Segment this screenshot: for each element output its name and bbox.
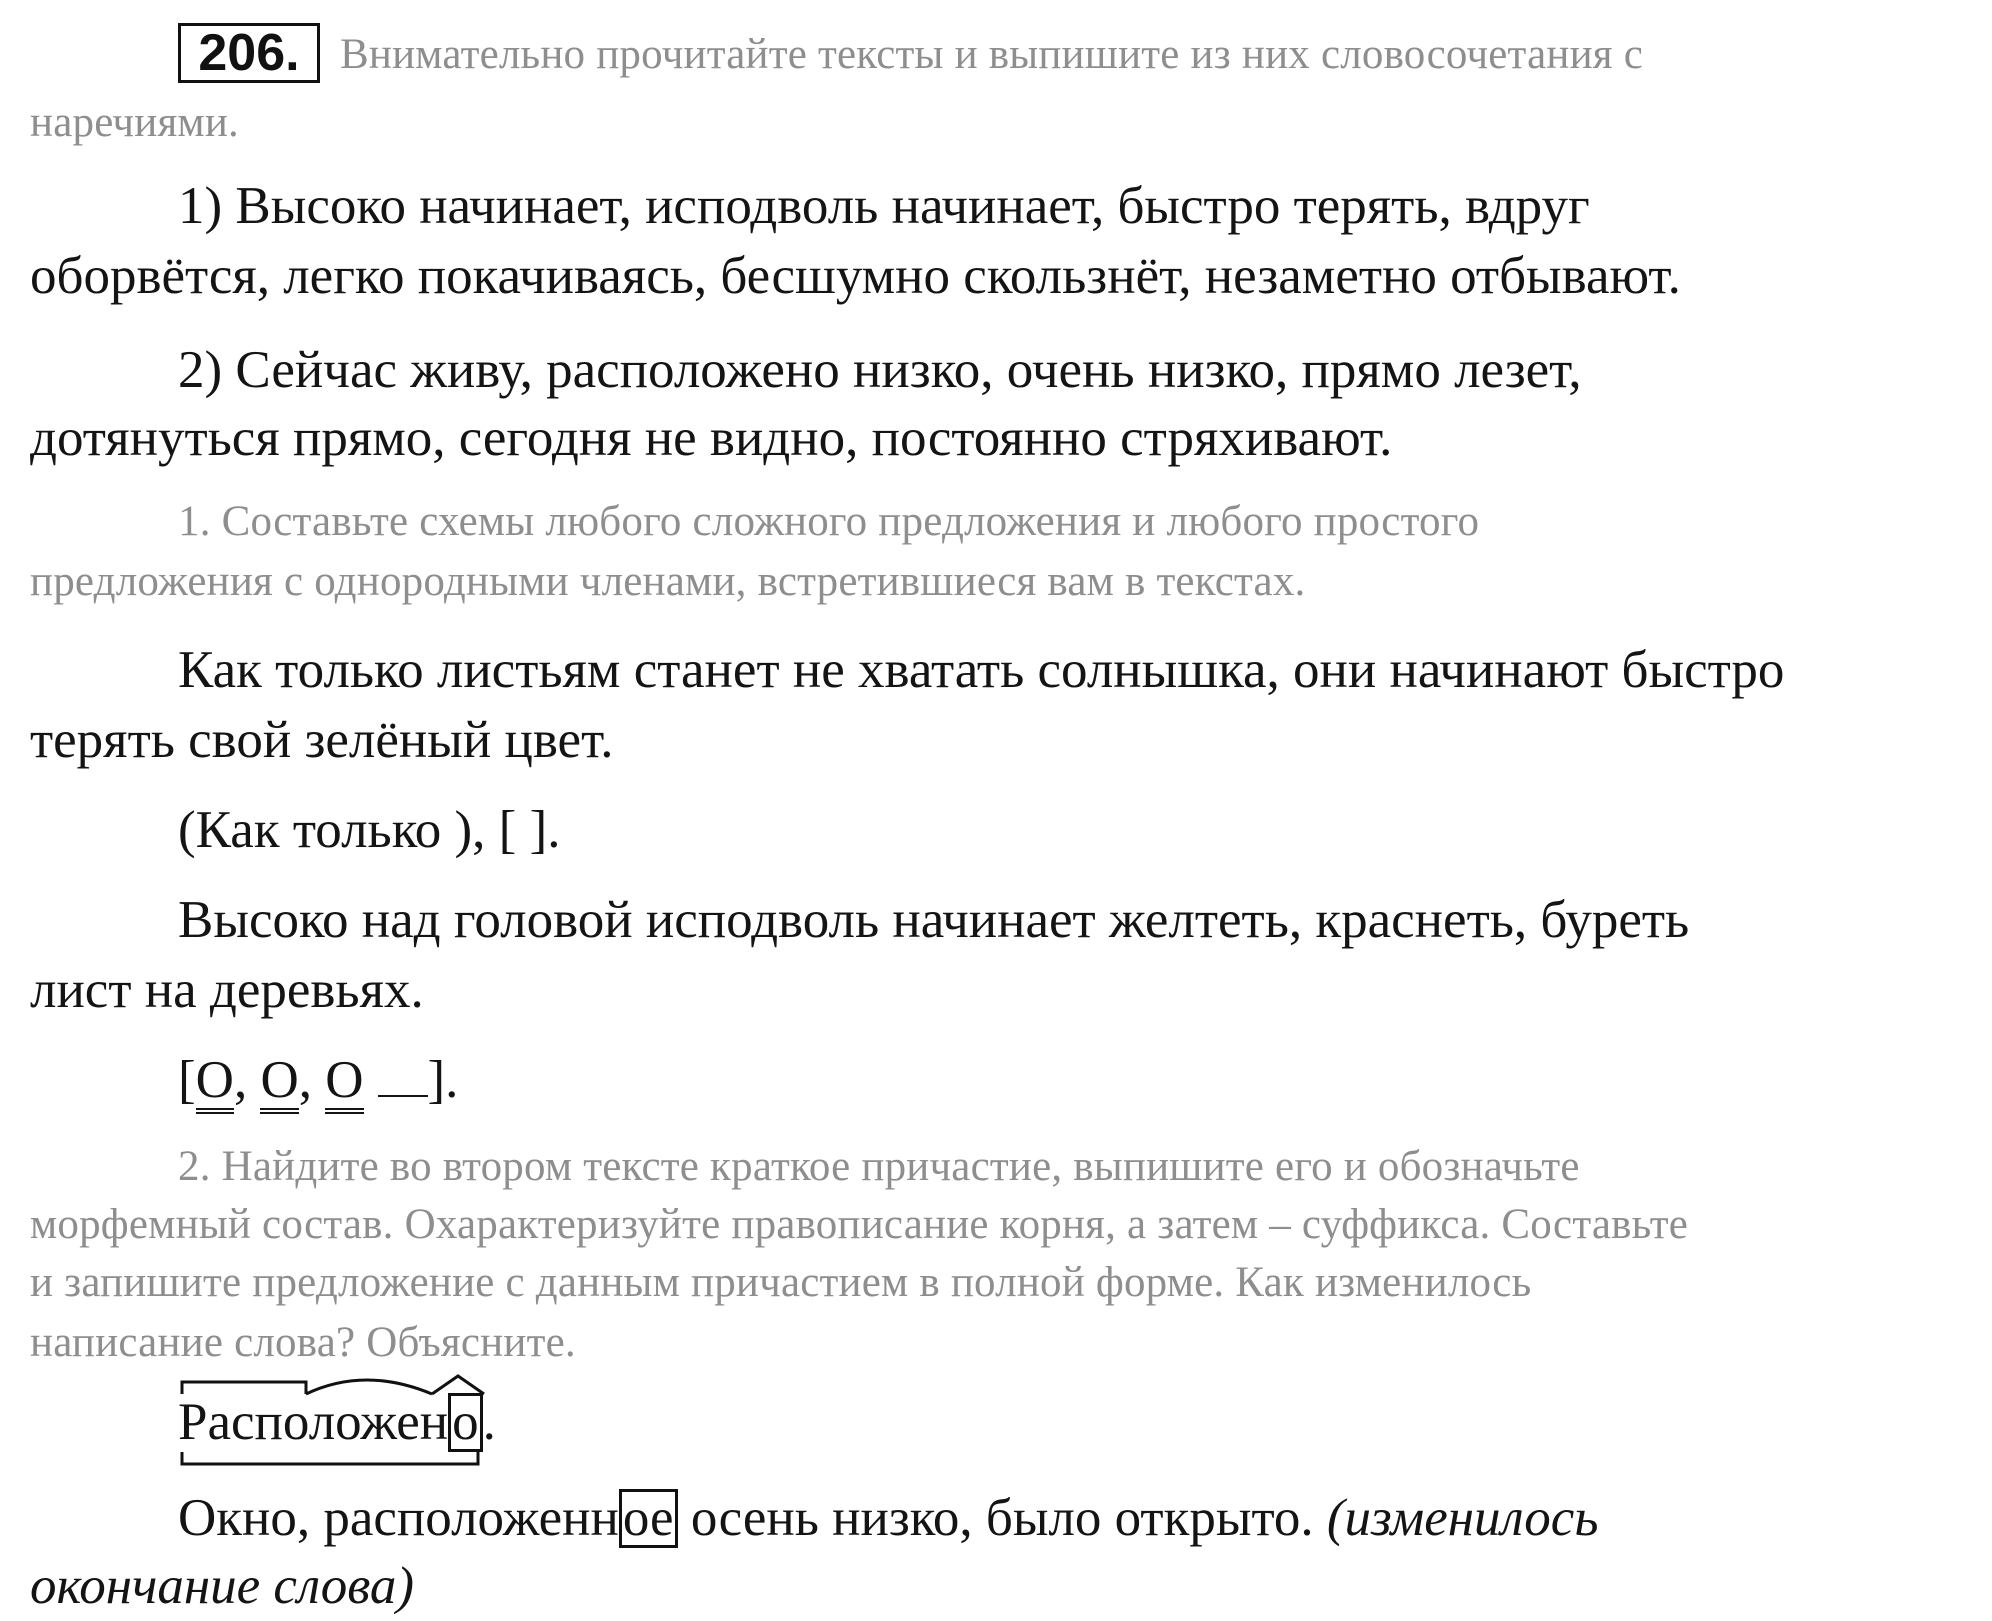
subtask-2-line-4: написание слова? Объясните. — [30, 1319, 576, 1366]
answer-2-line-2: дотянуться прямо, сегодня не видно, постоянно стряхивают. — [30, 409, 1393, 467]
scheme-2-sep-2: , — [298, 1051, 326, 1109]
sentence-2-line-1: Высоко над головой исподволь начинает желтеть, краснеть, буреть — [178, 891, 1690, 949]
sentence-3-text-before: Окно, расположенн — [178, 1489, 619, 1547]
subtask-1-line-1: 1. Составьте схемы любого сложного предложения и любого простого — [178, 498, 1480, 545]
sentence-3-text-after: осень низко, было открыто. — [677, 1489, 1327, 1547]
task-number-box: 206. — [178, 23, 320, 83]
scheme-2-sep-1: , — [233, 1051, 261, 1109]
subtask-2-line-1: 2. Найдите во втором тексте краткое причастие, выпишите его и обозначьте — [178, 1143, 1580, 1190]
sentence-3-note-line-2: окончание слова) — [30, 1557, 414, 1615]
answer-2-line-1: 2) Сейчас живу, расположено низко, очень низко, прямо лезет, — [178, 341, 1582, 399]
scheme-2-close-bracket: ]. — [427, 1051, 459, 1109]
task-instruction-line-2: наречиями. — [30, 99, 240, 146]
sentence-3-ending-box: ое — [619, 1489, 678, 1548]
subtask-1-line-2: предложения с однородными членами, встретившиеся вам в текстах. — [30, 558, 1306, 605]
subtask-2-line-2: морфемный состав. Охарактеризуйте правописание корня, а затем – суффикса. Составьте — [30, 1201, 1689, 1248]
answer-1-line-2: оборвётся, легко покачиваясь, бесшумно скользнёт, незаметно отбывают. — [30, 247, 1681, 305]
sentence-3-line-1 — [178, 1488, 1598, 1548]
stem-mark — [182, 1452, 478, 1464]
scheme-2-predicate-3: О — [325, 1054, 363, 1114]
sentence-1-line-1: Как только листьям станет не хватать солнышка, они начинают быстро — [178, 641, 1785, 699]
morpheme-word-ending: о — [448, 1393, 483, 1452]
sentence-3-note-line-1: (изменилось — [1326, 1489, 1599, 1547]
scheme-2-subject-mark — [378, 1053, 428, 1097]
scheme-2-predicate-1: О — [196, 1054, 234, 1114]
scheme-2-open-bracket: [ — [178, 1051, 196, 1109]
scheme-1: (Как только ), [ ]. — [178, 801, 561, 859]
subtask-2-line-3: и запишите предложение с данным причастием в полной форме. Как изменилось — [30, 1259, 1532, 1306]
scheme-2 — [178, 1050, 458, 1114]
scheme-2-predicate-2: О — [260, 1054, 298, 1114]
answer-1-line-1: 1) Высоко начинает, исподволь начинает, быстро терять, вдруг — [178, 177, 1590, 235]
sentence-1-line-2: терять свой зелёный цвет. — [30, 711, 614, 769]
task-instruction-line-1: Внимательно прочитайте тексты и выпишите из них словосочетания с — [340, 31, 1643, 78]
sentence-2-line-2: лист на деревьях. — [30, 961, 424, 1019]
morpheme-word-stem: Расположен — [178, 1393, 449, 1451]
morpheme-word-dot: . — [482, 1393, 496, 1451]
morpheme-word — [178, 1392, 496, 1452]
